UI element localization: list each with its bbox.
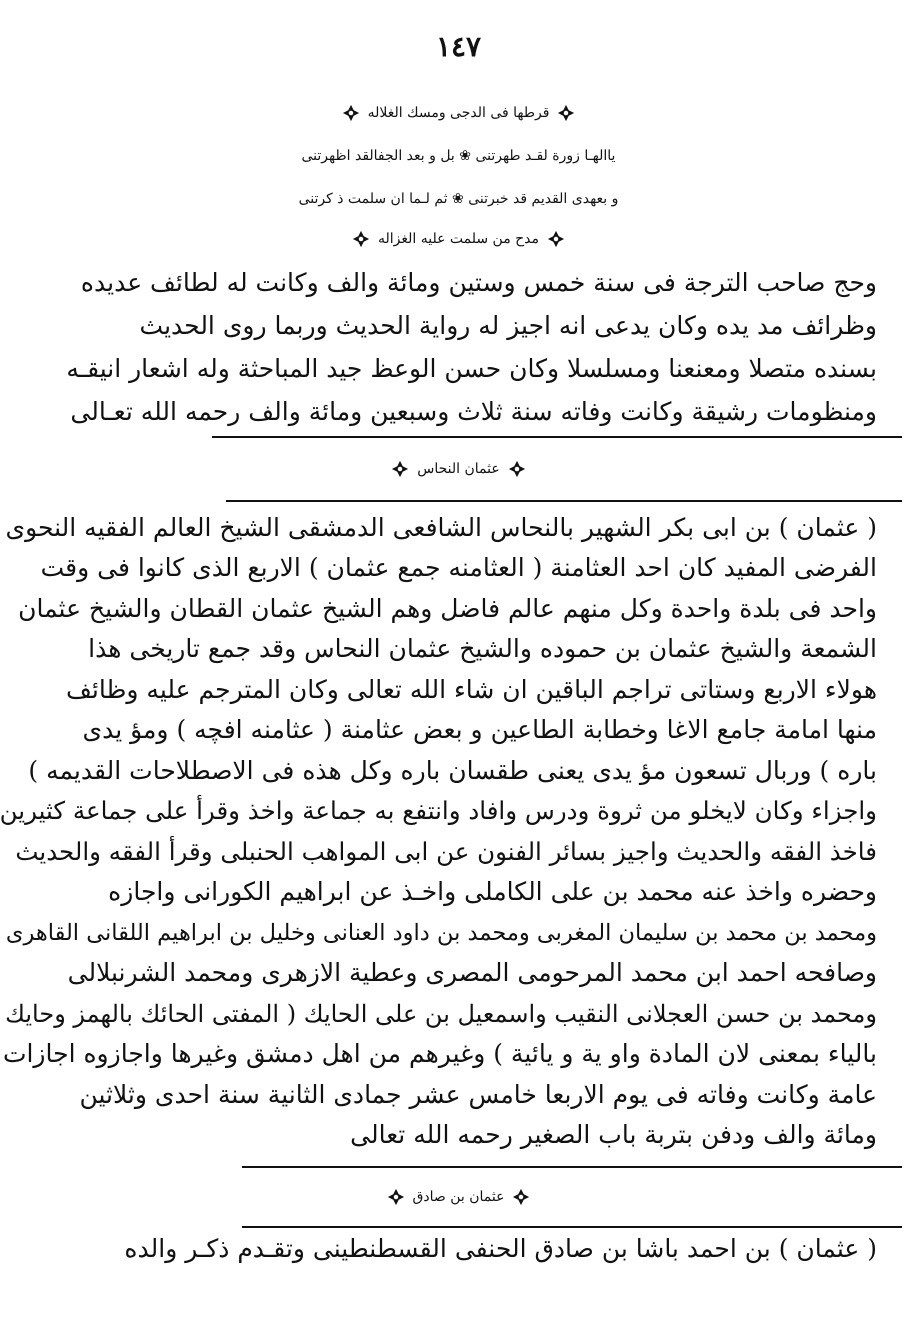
poem-line-3: و بعهدى القديم قد خبرتنى ❀ ثم لـما ان سلمت ذ كرتنى [298,191,619,207]
section2-line-16: ومائة والف ودفن بتربة باب الصغير رحمه الله تعالى [350,1120,877,1149]
fleuron-icon [508,460,526,478]
heading-3-wrap [0,1180,917,1214]
section2-line-8: واجزاء وكان لايخلو من ثروة ودرس وافاد وانتفع به جماعة واخذ وقرأ على جماعة كثيرين [0,796,877,825]
section2-line-13: ومحمد بن حسن العجلانى النقيب واسمعيل بن على الحايك ( المفتى الحائك بالهمز وحايك [5,1000,877,1028]
fleuron-icon [352,230,370,248]
section2-line-14: بالياء بمعنى لان المادة واو ية و يائية ) وغيرهم من اهل دمشق وغيرها واجازوه اجازات [2,1039,877,1068]
fleuron-icon [387,1188,405,1206]
section2-line-11: ومحمد بن محمد بن سليمان المغربى ومحمد بن داود العنانى وخليل بن ابراهيم اللقانى القاهرى [5,920,877,946]
poem-line-1: قرطها فى الدجى ومسك الغلاله [367,105,550,121]
section-heading: عثمان النحاس [417,461,500,477]
page-number: ١٤٧ [435,30,482,63]
section-heading: عثمان بن صادق [412,1189,505,1205]
fleuron-icon [547,230,565,248]
poem-line-4: مدح من سلمت عليه الغزاله [377,231,540,247]
section1-line-3: بسنده متصلا ومعنعنا ومسلسلا وكان حسن الوعظ جيد المباحثة وله اشعار انيقـه [66,354,877,383]
divider-rule [212,436,902,438]
section2-line-7: باره ) وربال تسعون مؤ يدى يعنى طقسان باره وكل هذه فى الاصطلاحات القديمه ) [28,756,877,785]
section2-line-1: ( عثمان ) بن ابى بكر الشهير بالنحاس الشافعى الدمشقى الشيخ العالم الفقيه النحوى [5,513,877,542]
divider-rule [242,1226,902,1228]
fleuron-icon [391,460,409,478]
poem-line-1-wrap [0,96,917,130]
section2-line-12: وصافحه احمد ابن محمد المرحومى المصرى وعطية الازهرى ومحمد الشرنبلالى [67,958,877,987]
fleuron-icon [512,1188,530,1206]
section1-line-1: وحج صاحب الترجة فى سنة خمس وستين ومائة والف وكانت له لطائف عديده [80,268,877,297]
section2-line-15: عامة وكانت وفاته فى يوم الاربعا خامس عشر جمادى الثانية سنة احدى وثلاثين [79,1080,877,1109]
section2-line-3: واحد فى بلدة واحدة وكل منهم عالم فاضل وهم الشيخ عثمان القطان والشيخ عثمان [18,594,877,623]
fleuron-icon [342,104,360,122]
section3-line-1: ( عثمان ) بن احمد باشا بن صادق الحنفى القسطنطينى وتقـدم ذكـر والده [124,1234,877,1263]
section1-line-4: ومنظومات رشيقة وكانت وفاته سنة ثلاث وسبعين ومائة والف رحمه الله تعـالى [70,397,877,426]
section2-line-10: وحضره واخذ عنه محمد بن على الكاملى واخـذ عن ابراهيم الكورانى واجازه [108,877,877,906]
divider-rule [242,1166,902,1168]
poem-line-4-wrap [0,222,917,256]
section2-line-2: الفرضى المفيد كان احد العثامنة ( العثامنه جمع عثمان ) الاربع الذى كانوا فى وقت [40,553,877,582]
section2-line-6: منها امامة جامع الاغا وخطابة الطاعين و بعض عثامنة ( عثامنه افچه ) ومؤ يدى [82,715,877,744]
section1-line-2: وظرائف مد يده وكان يدعى انه اجيز له رواية الحديث وربما روى الحديث [139,311,877,340]
fleuron-icon [557,104,575,122]
heading-2-wrap [0,452,917,486]
section2-line-5: هولاء الاربع وستاتى تراجم الباقين ان شاء الله تعالى وكان المترجم عليه وظائف [66,675,877,704]
section2-line-4: الشمعة والشيخ عثمان بن حموده والشيخ عثمان النحاس وقد جمع تاريخى هذا [88,634,877,663]
section2-line-9: فاخذ الفقه والحديث واجيز بسائر الفنون عن ابى المواهب الحنبلى وقرأ الفقه والحديث [15,837,877,866]
divider-rule [226,500,902,502]
poem-line-2: ياالهـا زورة لقـد طهرتنى ❀ بل و بعد الجفالقد اظهرتنى [301,148,616,164]
